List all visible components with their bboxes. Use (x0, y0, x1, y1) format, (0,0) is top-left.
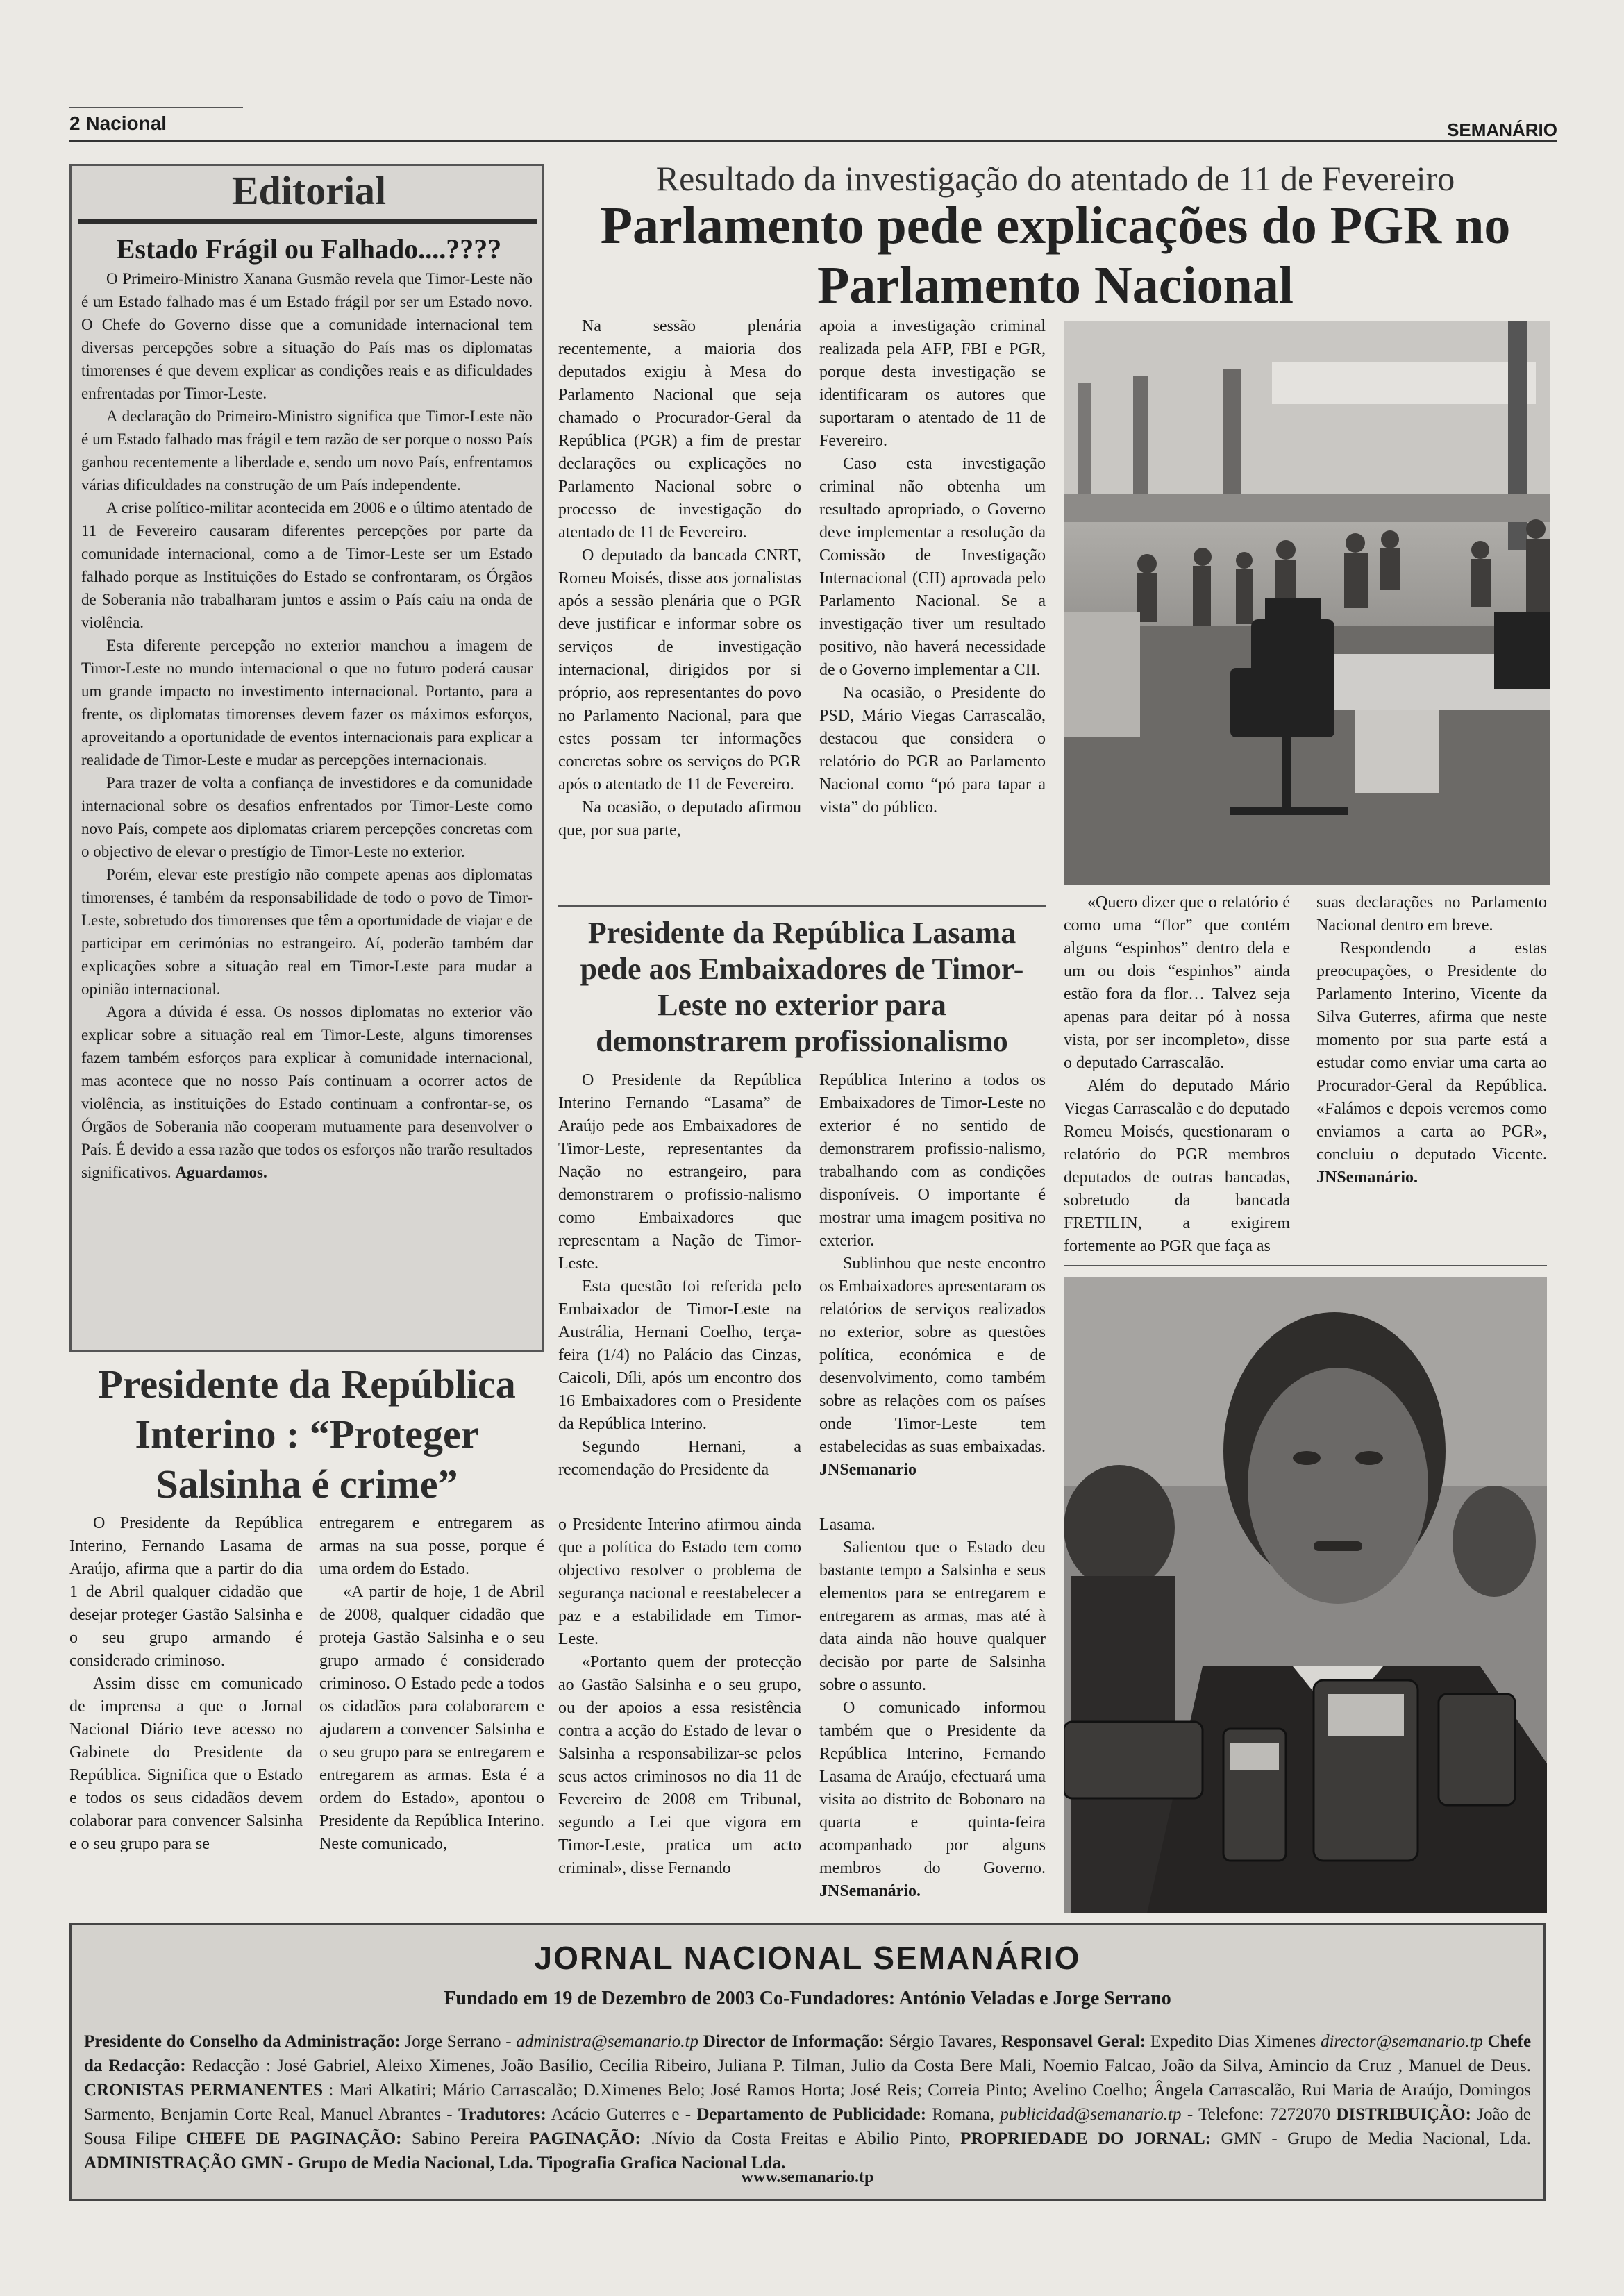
story3-column-4 (819, 1514, 1046, 1903)
paragraph: Além do deputado Mário Viegas Carrascalão e do deputado Romeu Moisés, questionaram o relatório do PGR membros deputados de outras bancadas, sobretudo da bancada FRETILIN, a exigirem fortemente ao PGR que faça as (1064, 1077, 1290, 1255)
paragraph: Porém, elevar este prestígio não compete apenas aos diplomatas timorenses, é também da responsabilidade de todo o povo de Timor-Leste, sobretudo dos timorenses que têm a oportunidade de viajar e de participar em cerimónias no estrangeiro. Aí, poderão também dar explicações sobre a situação real em Timor-Leste para mudar a opinião internacional. (81, 866, 533, 998)
story-divider (558, 905, 1046, 907)
staff-value: Acácio Guterres e - (551, 2105, 692, 2124)
main-column-3 (1064, 891, 1290, 1258)
main-column-1 (558, 315, 801, 842)
story3-signature: JNSemanário. (819, 1882, 921, 1900)
staff-label: Director de Informação: (703, 2032, 885, 2051)
staff-value: Romana, (932, 2105, 995, 2124)
staff-value: .Nívio da Costa Freitas e Abilio Pinto, (651, 2129, 951, 2148)
paragraph: Caso esta investigação criminal não obtenha um resultado apropriado, o Governo deve implementar a resolução da Comissão de Investigação Internacional (CII) aprovada pelo Parlamento Nacional. Se a investigação tiver um resultado positivo, não haverá necessidade de o Governo implementar a CII. (819, 455, 1046, 679)
page-section-label: 2 Nacional (69, 112, 167, 134)
paragraph: «A partir de hoje, 1 de Abril de 2008, qualquer cidadão que proteja Gastão Salsinha e o seu grupo armado é considerado criminoso. O Estado pede a todos os cidadãos para colaborarem e ajudarem a convencer Salsinha e o seu grupo para se entregarem e entregarem as armas. Esta é a ordem do Estado», apontou o Presidente da República Interino. Neste comunicado, (319, 1583, 544, 1853)
editorial-body (81, 267, 533, 1184)
paragraph: O Presidente da República Interino Fernando “Lasama” de Araújo pede aos Embaixadores de Timor-Leste, representantes da Nação no estrangeiro, para demonstrarem o profissio-nalismo como Embaixadores que representam a Nação de Timor-Leste. (558, 1071, 801, 1273)
paragraph: O Presidente da República Interino, Fernando Lasama de Araújo, afirma que a partir do dia 1 de Abril qualquer cidadão que desejar proteger Gastão Salsinha e o seu grupo armando é considerado criminoso. (69, 1514, 303, 1670)
staff-label: CRONISTAS PERMANENTES (84, 2081, 324, 2100)
editorial-signature: Aguardamos. (175, 1164, 267, 1181)
parliament-chamber-photo (1064, 321, 1550, 885)
paragraph: Esta diferente percepção no exterior manchou a imagem de Timor-Leste no mundo internacional o que no futuro poderá causar um grande impacto no investimento internacional. Portanto, para a frente, os diplomatas timorenses devem fazer os máximos esforços, aproveitando a oportunidade de eventos internacionais para explicar a realidade de Timor-Leste e mudar as percepções internacionais. (81, 637, 533, 769)
paragraph: suas declarações no Parlamento Nacional dentro em breve. (1316, 894, 1547, 935)
paragraph: Segundo Hernani, a recomendação do Presidente da (558, 1438, 801, 1479)
paragraph: Salientou que o Estado deu bastante tempo a Salsinha e seus elementos para se entregarem e entregarem as armas, mas até à data ainda não houve qualquer decisão por parte de Salsinha sobre o assunto. (819, 1539, 1046, 1694)
header-rule (69, 140, 1557, 142)
staff-email[interactable]: publicidad@semanario.tp (1000, 2105, 1182, 2124)
main-headline: Parlamento pede explicações do PGR no Parlamento Nacional (600, 196, 1511, 315)
paragraph: A declaração do Primeiro-Ministro significa que Timor-Leste não é um Estado falhado mas frágil e tem razão de ser porque o nosso País ganhou recentemente a liberdade e, sendo um novo País, enfrentamos várias dificuldades na construção de um País independente. (81, 408, 533, 494)
story2-signature: JNSemanario (819, 1461, 916, 1479)
paragraph (1316, 937, 1547, 1189)
paragraph-text: O comunicado informou também que o Presidente da República Interino, Fernando Lasama de Araújo, efectuará uma visita ao distrito de Bobonaro na quarta e quinta-feira acompanhado por alguns membros do Governo. (819, 1699, 1046, 1877)
main-signature: JNSemanário. (1316, 1168, 1418, 1187)
paragraph-text: Sublinhou que neste encontro os Embaixadores apresentaram os relatórios de serviços realizados no exterior, sobre as questões política, económica e de desenvolvimento, como também sobre as relações com os países onde Timor-Leste tem estabelecidas as suas embaixadas. (819, 1255, 1046, 1456)
staff-email[interactable]: director@semanario.tp (1320, 2032, 1483, 2051)
masthead-staff (84, 2029, 1531, 2175)
staff-label: Presidente do Conselho da Administração: (84, 2032, 401, 2051)
editorial-title: Editorial (231, 168, 387, 213)
paragraph: República Interino a todos os Embaixadores de Timor-Leste no exterior é no sentido de demonstrarem profissio-nalismo, trabalhando com as condições disponíveis. O importante é mostrar uma imagem positiva no exterior. (819, 1071, 1046, 1250)
newspaper-name: SEMANÁRIO (1447, 119, 1557, 140)
paragraph-text: Respondendo a estas preocupações, o Presidente do Parlamento Interino, Vicente da Silva Guterres, afirma que neste momento por sua parte está a estudar como enviar uma carta ao Procurador-Geral da República. «Falámos e depois veremos como enviamos a carta ao PGR», concluiu o deputado Vicente. (1316, 939, 1547, 1164)
president-interview-photo (1064, 1277, 1547, 1913)
masthead-box (69, 1923, 1546, 2201)
staff-label: Tradutores: (458, 2105, 546, 2124)
paragraph-text: Agora a dúvida é essa. Os nossos diplomatas no exterior vão explicar sobre a situação real em Timor-Leste, alguns timorenses fazem também esforços para explicar à comunidade internacional, mas acontece que no nosso País continuam a ocorrer actos de violência, as instituições do Estado continuam a confrontar-se, os Órgãos de Soberania não cooperam mutuamente para desenvolver o País. É devido a essa razão que todos os esforços não trarão resultados significativos. (81, 1003, 533, 1181)
paragraph: Lasama. (819, 1516, 876, 1534)
staff-label: CHEFE DE PAGINAÇÃO: (186, 2129, 402, 2148)
paragraph (819, 1697, 1046, 1903)
paragraph: O deputado da bancada CNRT, Romeu Moisés, disse aos jornalistas após a sessão plenária que o PGR deve justificar e informar sobre os serviços de investigação internacional, dirigidos por si próprio, aos representantes do povo no Parlamento Nacional, para que estes possam ter informações concretas sobre os serviços do PGR após o atentado de 11 de Fevereiro. (558, 546, 801, 794)
staff-label: Chefe da Redacção: (84, 2032, 1532, 2075)
story2-column-2 (819, 1069, 1046, 1482)
staff-value: Redacção : José Gabriel, Aleixo Ximenes, João Basílio, Cecília Ribeiro, Juliana P. Tilman, Julio da Costa Bere Mali, Noemio Falcao, João da Silva, Amincio da Cruz , Manuel de Deus. (192, 2056, 1531, 2075)
story3-column-3 (558, 1514, 801, 1880)
paragraph: apoia a investigação criminal realizada pela AFP, FBI e PGR, porque desta investigação se identificaram os autores que suportaram o atentado de 11 de Fevereiro. (819, 317, 1046, 450)
masthead-website[interactable]: www.semanario.tp (741, 2168, 874, 2186)
paragraph: Esta questão foi referida pelo Embaixador de Timor-Leste na Austrália, Hernani Coelho, terça-feira (1/4) no Palácio das Cinzas, Caicoli, Díli, após um encontro dos 16 Embaixadores com o Presidente da República Interino. (558, 1277, 801, 1433)
story3-headline: Presidente da República Interino : “Proteger Salsinha é crime” (98, 1361, 516, 1507)
header-rule-short (69, 107, 243, 108)
story3-column-2 (319, 1512, 544, 1856)
main-kicker: Resultado da investigação do atentado de 11 de Fevereiro (655, 159, 1455, 198)
staff-value: Expedito Dias Ximenes (1150, 2032, 1316, 2051)
editorial-box (69, 164, 544, 1352)
paragraph: «Portanto quem der protecção ao Gastão Salsinha e o seu grupo, ou der apoios a essa resistência contra a acção do Estado de levar o Salsinha a responsabilizar-se pelos seus actos criminosos no dia 11 de Fevereiro de 2008 em Tribunal, segundo a Lei que vigora em Timor-Leste, pratica um acto criminal», disse Fernando (558, 1653, 801, 1877)
paragraph: Na ocasião, o deputado afirmou que, por sua parte, (558, 798, 801, 839)
editorial-rule (78, 219, 537, 224)
main-column-2 (819, 315, 1046, 819)
story2-column-1 (558, 1069, 801, 1482)
editorial-subtitle: Estado Frágil ou Falhado....???? (116, 233, 502, 265)
staff-value: Sérgio Tavares, (889, 2032, 997, 2051)
paragraph: entregarem e entregarem as armas na sua posse, porque é uma ordem do Estado. (319, 1514, 544, 1578)
staff-label: DISTRIBUIÇÃO: (1336, 2105, 1471, 2124)
staff-value: Sabino Pereira (411, 2129, 519, 2148)
photo-divider (1064, 1265, 1547, 1266)
masthead-title: JORNAL NACIONAL SEMANÁRIO (534, 1940, 1081, 1976)
paragraph: A crise político-militar acontecida em 2006 e o último atentado de 11 de Fevereiro causaram diferentes percepções por parte da comunidade internacional, como a de Timor-Leste ser um Estado falhado porque as Instituições do Estado se confrontaram, os Órgãos de Soberania não trabalharam juntos e assim o País caiu na onda de violência. (81, 499, 533, 631)
staff-label: Departamento de Publicidade: (696, 2105, 927, 2124)
paragraph: Na ocasião, o Presidente do PSD, Mário Viegas Carrascalão, destacou que considera o relatório do PGR ao Parlamento Nacional como “pó para tapar a vista” do público. (819, 684, 1046, 816)
staff-value: João de Sousa Filipe (84, 2105, 1532, 2148)
paragraph (81, 1000, 533, 1184)
main-column-4 (1316, 891, 1547, 1189)
paragraph (819, 1252, 1046, 1482)
paragraph: Na sessão plenária recentemente, a maioria dos deputados exigiu à Mesa do Parlamento Nacional que seja chamado o Procurador-Geral da República (PGR) a fim de prestar declarações ou explicações no Parlamento Nacional sobre o processo de investigação do atentado de 11 de Fevereiro. (558, 317, 801, 542)
staff-value: GMN - Grupo de Media Nacional, Lda. (1221, 2129, 1532, 2148)
story2-headline: Presidente da República Lasama pede aos Embaixadores de Timor-Leste no exterior para demonstrarem profissionalismo (580, 916, 1024, 1058)
staff-value: - Telefone: 7272070 (1187, 2105, 1331, 2124)
staff-value: : Mari Alkatiri; Mário Carrascalão; D.Ximenes Belo; José Ramos Horta; José Reis; Correia Pinto; Avelino Coelho; Ângela Carrascalão, Rui Maria de Araújo, Domingos Sarmento, Benjamin Corte Real, Manuel Abrantes - (84, 2081, 1531, 2124)
paragraph: O Primeiro-Ministro Xanana Gusmão revela que Timor-Leste não é um Estado falhado mas é um Estado frágil por ser um Estado novo. O Chefe do Governo disse que a comunidade internacional tem diversas percepções sobre a situação do País mas os diplomatas timorenses é que devem explicar as condições reais e as dificuldades enfrentadas por Timor-Leste. (81, 270, 533, 402)
staff-label: PROPRIEDADE DO JORNAL: (960, 2129, 1212, 2148)
story3-column-1 (69, 1512, 303, 1856)
staff-value: Jorge Serrano - (405, 2032, 512, 2051)
paragraph: «Quero dizer que o relatório é como uma “flor” que contém alguns “espinhos” dentro dela e um ou dois “espinhos” ainda estão fora da flor… Talvez seja apenas para deitar pó à nossa vista, por ser incompleto», disse o deputado Carrascalão. (1064, 894, 1290, 1072)
paragraph: Para trazer de volta a confiança de investidores e da comunidade internacional sobre os desafios enfrentados por Timor-Leste como novo País, compete aos diplomatas criarem percepções concretas com o objectivo de elevar o prestígio de Timor-Leste no exterior. (81, 774, 533, 860)
paragraph: Assim disse em comunicado de imprensa a que o Jornal Nacional Diário teve acesso no Gabinete do Presidente da República. Significa que o Estado e todos os seus cidadãos devem colaborar para convencer Salsinha e o seu grupo para se (69, 1675, 303, 1853)
staff-email[interactable]: administra@semanario.tp (516, 2032, 698, 2051)
staff-label: Responsavel Geral: (1001, 2032, 1146, 2051)
staff-label: ADMINISTRAÇÃO GMN - Grupo de Media Nacional, Lda. Tipografia Grafica Nacional Lda. (84, 2154, 786, 2172)
staff-label: PAGINAÇÃO: (529, 2129, 641, 2148)
paragraph: o Presidente Interino afirmou ainda que a política do Estado tem como objectivo resolver o problema de segurança nacional e reestabelecer a paz e a estabilidade em Timor-Leste. (558, 1516, 801, 1648)
masthead-founded: Fundado em 19 de Dezembro de 2003 Co-Fundadores: António Veladas e Jorge Serrano (444, 1988, 1171, 2009)
